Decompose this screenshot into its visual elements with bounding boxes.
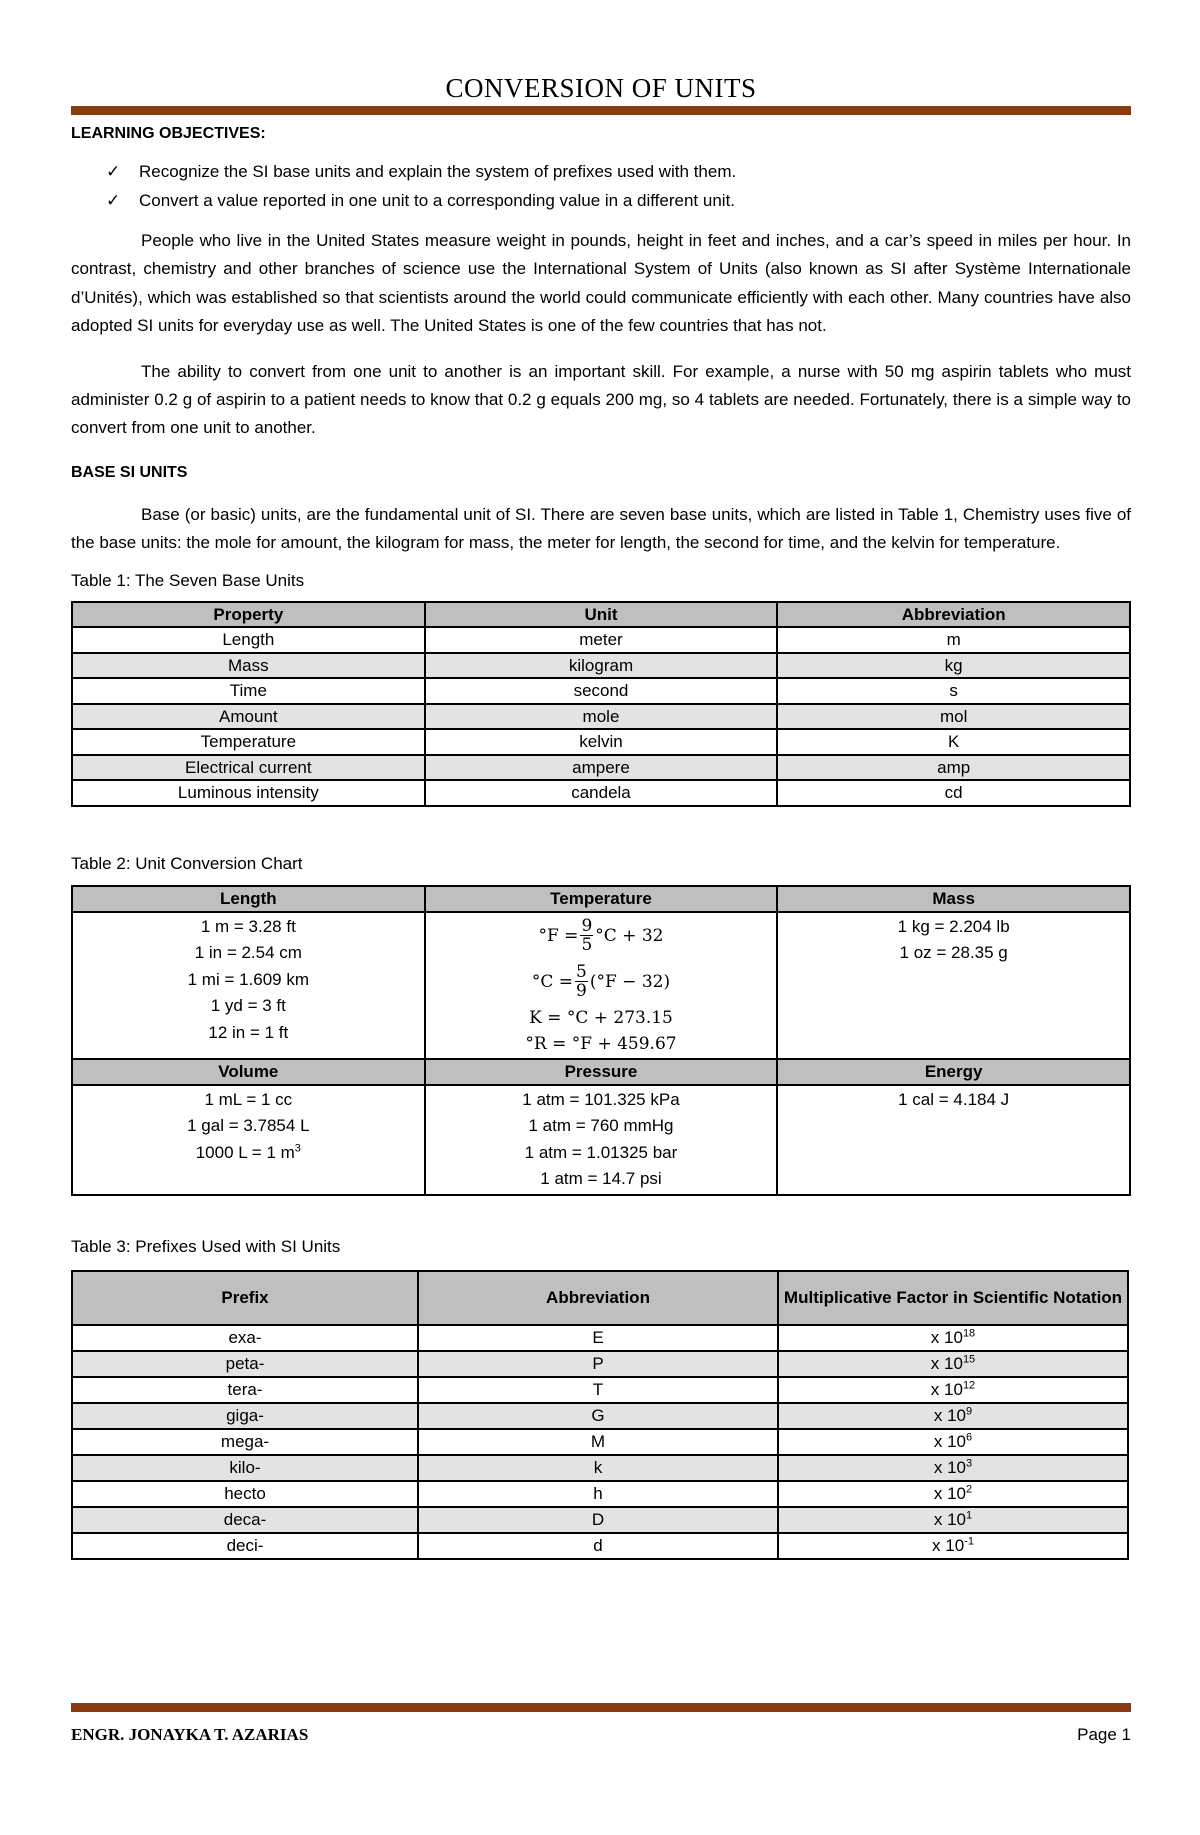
conversion-line: 1000 L = 1 $m^3$ bbox=[195, 1142, 301, 1162]
conversion-line: 1 cal = 4.184 J bbox=[898, 1089, 1010, 1109]
document-title: CONVERSION OF UNITS bbox=[445, 73, 757, 103]
table-cell: kilogram bbox=[425, 653, 778, 679]
header-rule bbox=[71, 106, 1131, 115]
kelvin-equation: K = °C + 273.15 bbox=[529, 1007, 673, 1028]
rankine-equation: °R = °F + 459.67 bbox=[525, 1033, 677, 1054]
table-cell: h bbox=[418, 1481, 778, 1507]
table-row bbox=[72, 1455, 1128, 1481]
table-cell: giga- bbox=[72, 1403, 418, 1429]
checkmark-icon: ✓ bbox=[106, 191, 121, 210]
table-row bbox=[72, 912, 1130, 1059]
table-row bbox=[72, 729, 1130, 755]
objectives-heading: LEARNING OBJECTIVES: bbox=[71, 125, 266, 142]
table-cell: x $10^9$ bbox=[778, 1403, 1128, 1429]
table-cell: kg bbox=[777, 653, 1130, 679]
objective-item bbox=[106, 157, 1131, 186]
table-cell: P bbox=[418, 1351, 778, 1377]
conversion-line: 1 atm = 101.325 kPa bbox=[522, 1089, 680, 1109]
table2-caption: Table 2: Unit Conversion Chart bbox=[71, 853, 303, 873]
table-cell: candela bbox=[425, 780, 778, 806]
table-cell: amp bbox=[777, 755, 1130, 781]
table-cell: Mass bbox=[72, 653, 425, 679]
table-cell: exa- bbox=[72, 1325, 418, 1351]
column-header: Prefix bbox=[72, 1271, 418, 1325]
objective-text: Recognize the SI base units and explain the system of prefixes used with them. bbox=[139, 162, 737, 181]
conversion-line: 1 oz = 28.35 g bbox=[899, 943, 1008, 963]
table1-caption: Table 1: The Seven Base Units bbox=[71, 570, 305, 590]
document-page bbox=[71, 70, 1131, 1560]
table-cell: kilo- bbox=[72, 1455, 418, 1481]
conversion-line: 1 kg = 2.204 lb bbox=[897, 916, 1010, 936]
table-cell: G bbox=[418, 1403, 778, 1429]
table-cell: Temperature bbox=[72, 729, 425, 755]
temperature-conversions-cell bbox=[425, 912, 778, 1059]
table-cell: kelvin bbox=[425, 729, 778, 755]
table3-caption: Table 3: Prefixes Used with SI Units bbox=[71, 1236, 341, 1256]
base-units-table bbox=[71, 601, 1131, 807]
table-row bbox=[72, 1507, 1128, 1533]
column-header: Property bbox=[72, 602, 425, 628]
intro-paragraph: People who live in the United States measure weight in pounds, height in feet and inches, and a car’s speed in miles per hour. In contrast, chemistry and other branches of science use the International System of Units (also known as SI after Système Internationale d’Unités), which was established so that scientists around the world could communicate efficiently with each other. Many countries have also adopted SI units for everyday use as well. The United States is one of the few countries that has not. bbox=[71, 231, 1131, 336]
conversion-line: 12 in = 1 ft bbox=[208, 1022, 289, 1042]
conversion-line: 1 atm = 1.01325 bar bbox=[524, 1142, 678, 1162]
objectives-list bbox=[71, 157, 1131, 215]
table-cell: meter bbox=[425, 627, 778, 653]
energy-conversions-cell bbox=[777, 1085, 1130, 1195]
conversion-line: 1 mL = 1 cc bbox=[204, 1089, 293, 1109]
conversion-line: 1 m = 3.28 ft bbox=[200, 916, 296, 936]
conversion-paragraph: The ability to convert from one unit to another is an important skill. For example, a nurse with 50 mg aspirin tablets who must administer 0.2 g of aspirin to a patient needs to know that 0.2 g equals 200 mg, so 4 tablets are needed. Fortunately, there is a simple way to convert from one unit to another. bbox=[71, 361, 1131, 438]
table-cell: d bbox=[418, 1533, 778, 1559]
base-units-paragraph: Base (or basic) units, are the fundamental unit of SI. There are seven base units, which are listed in Table 1, Chemistry uses five of the base units: the mole for amount, the kilogram for mass, the meter for length, the second for time, and the kelvin for temperature. bbox=[71, 504, 1131, 553]
table-cell: E bbox=[418, 1325, 778, 1351]
table-cell: T bbox=[418, 1377, 778, 1403]
table-cell: second bbox=[425, 678, 778, 704]
table-row bbox=[72, 653, 1130, 679]
table-cell: k bbox=[418, 1455, 778, 1481]
unit-conversion-table bbox=[71, 885, 1131, 1196]
table-row bbox=[72, 1481, 1128, 1507]
table-header-row bbox=[72, 602, 1130, 628]
table-cell: ampere bbox=[425, 755, 778, 781]
table-row bbox=[72, 678, 1130, 704]
table-cell: D bbox=[418, 1507, 778, 1533]
conversion-line: 1 in = 2.54 cm bbox=[194, 943, 302, 963]
table-cell: x $10^3$ bbox=[778, 1455, 1128, 1481]
conversion-line: 1 mi = 1.609 km bbox=[187, 969, 310, 989]
column-header: Multiplicative Factor in Scientific Notation bbox=[778, 1271, 1128, 1325]
table-cell: tera- bbox=[72, 1377, 418, 1403]
table-header-row bbox=[72, 1271, 1128, 1325]
column-header: Mass bbox=[777, 886, 1130, 912]
fahrenheit-equation: °F = $\frac{9}{5}$ °C + 32 bbox=[538, 916, 664, 956]
checkmark-icon: ✓ bbox=[106, 162, 121, 181]
table-row bbox=[72, 780, 1130, 806]
column-header: Pressure bbox=[425, 1059, 778, 1085]
column-header: Volume bbox=[72, 1059, 425, 1085]
table-row bbox=[72, 755, 1130, 781]
table-cell: Length bbox=[72, 627, 425, 653]
pressure-conversions-cell bbox=[425, 1085, 778, 1195]
table-cell: x $10^1$ bbox=[778, 1507, 1128, 1533]
table-row bbox=[72, 1533, 1128, 1559]
table-cell: Electrical current bbox=[72, 755, 425, 781]
table-cell: mega- bbox=[72, 1429, 418, 1455]
column-header: Unit bbox=[425, 602, 778, 628]
page-footer bbox=[71, 1720, 1131, 1750]
fraction: $\frac{5}{9}$ bbox=[576, 962, 587, 1002]
table-cell: x $10^{15}$ bbox=[778, 1351, 1128, 1377]
table-cell: x $10^2$ bbox=[778, 1481, 1128, 1507]
table-header-row bbox=[72, 886, 1130, 912]
table-row bbox=[72, 1085, 1130, 1195]
table-row bbox=[72, 1351, 1128, 1377]
footer-rule bbox=[71, 1703, 1131, 1712]
objective-item bbox=[106, 186, 1131, 215]
table-cell: s bbox=[777, 678, 1130, 704]
table-cell: hecto bbox=[72, 1481, 418, 1507]
table-cell: peta- bbox=[72, 1351, 418, 1377]
table-cell: deci- bbox=[72, 1533, 418, 1559]
table-cell: Luminous intensity bbox=[72, 780, 425, 806]
mass-conversions-cell bbox=[777, 912, 1130, 1059]
table-row bbox=[72, 1403, 1128, 1429]
objective-text: Convert a value reported in one unit to a corresponding value in a different unit. bbox=[139, 191, 736, 210]
conversion-line: 1 yd = 3 ft bbox=[210, 996, 286, 1016]
celsius-equation: °C = $\frac{5}{9}$ (°F − 32) bbox=[531, 962, 671, 1002]
table-cell: M bbox=[418, 1429, 778, 1455]
table-row bbox=[72, 627, 1130, 653]
table-cell: mole bbox=[425, 704, 778, 730]
column-header: Temperature bbox=[425, 886, 778, 912]
column-header: Length bbox=[72, 886, 425, 912]
column-header: Energy bbox=[777, 1059, 1130, 1085]
fraction: $\frac{9}{5}$ bbox=[581, 916, 593, 956]
table-cell: x $10^6$ bbox=[778, 1429, 1128, 1455]
conversion-line: 1 gal = 3.7854 L bbox=[187, 1116, 310, 1136]
column-header: Abbreviation bbox=[777, 602, 1130, 628]
table-row bbox=[72, 1325, 1128, 1351]
si-prefixes-table bbox=[71, 1270, 1129, 1560]
conversion-line: 1 atm = 14.7 psi bbox=[540, 1169, 662, 1189]
table-cell: x $10^{12}$ bbox=[778, 1377, 1128, 1403]
column-header: Abbreviation bbox=[418, 1271, 778, 1325]
table-cell: K bbox=[777, 729, 1130, 755]
table-cell: Amount bbox=[72, 704, 425, 730]
section-heading: BASE SI UNITS bbox=[71, 463, 188, 481]
author-name: ENGR. JONAYKA T. AZARIAS bbox=[71, 1725, 309, 1744]
table-cell: deca- bbox=[72, 1507, 418, 1533]
table-cell: x $10^{-1}$ bbox=[778, 1533, 1128, 1559]
table-cell: m bbox=[777, 627, 1130, 653]
table-header-row bbox=[72, 1059, 1130, 1085]
table-cell: Time bbox=[72, 678, 425, 704]
table-cell: x $10^{18}$ bbox=[778, 1325, 1128, 1351]
conversion-line: 1 atm = 760 mmHg bbox=[528, 1116, 674, 1136]
table-cell: cd bbox=[777, 780, 1130, 806]
table-cell: mol bbox=[777, 704, 1130, 730]
page-number: Page 1 bbox=[1077, 1725, 1131, 1744]
length-conversions-cell bbox=[72, 912, 425, 1059]
table-row bbox=[72, 704, 1130, 730]
table-row bbox=[72, 1429, 1128, 1455]
table-row bbox=[72, 1377, 1128, 1403]
volume-conversions-cell bbox=[72, 1085, 425, 1195]
